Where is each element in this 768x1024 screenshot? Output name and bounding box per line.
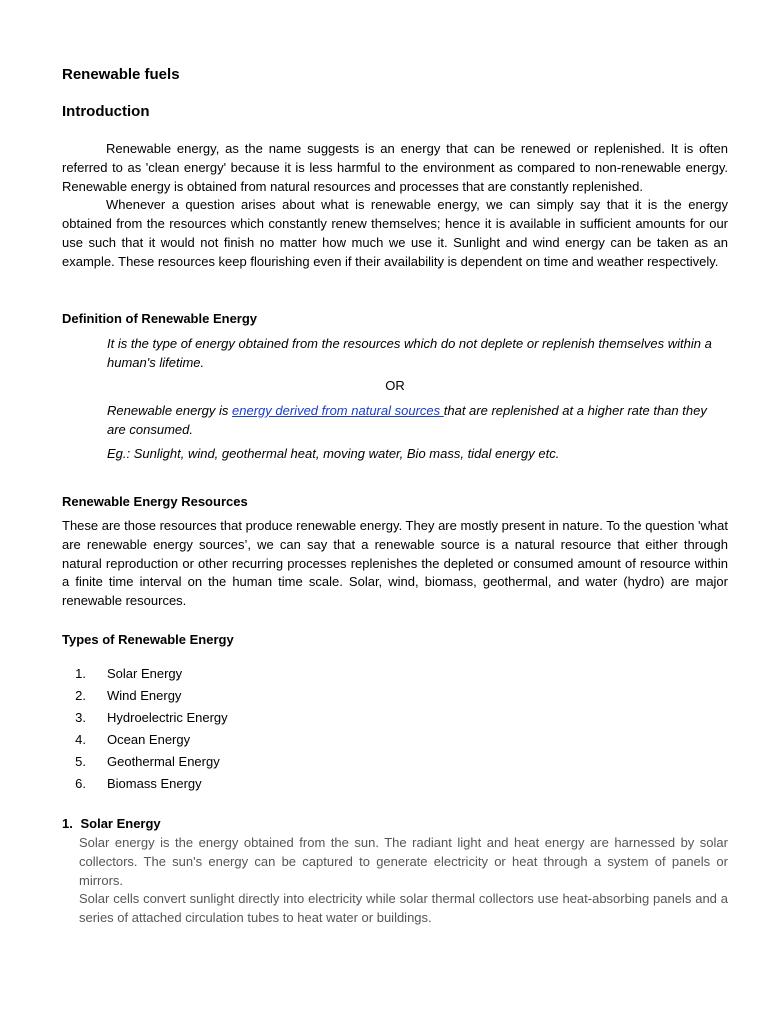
introduction-heading: Introduction: [62, 103, 150, 120]
definition-2: [107, 402, 727, 440]
intro-paragraph-1: Renewable energy, as the name suggests is an energy that can be renewed or replenished. It is often referred to as 'clean energy' because it is less harmful to the environment as compared to non-renewable energy. Renewable energy is obtained from natural resources and processes that are constantly replenished.: [62, 141, 728, 194]
resources-heading: Renewable Energy Resources: [62, 494, 248, 509]
list-item: 4. Ocean Energy: [75, 732, 191, 747]
types-heading: Types of Renewable Energy: [62, 632, 234, 647]
definition-heading: Definition of Renewable Energy: [62, 311, 258, 326]
introduction-section: [62, 140, 728, 272]
list-item: 2. Wind Energy: [75, 688, 182, 703]
solar-paragraph-2: Solar cells convert sunlight directly into electricity while solar thermal collectors use heat-absorbing panels and a series of attached circulation tubes to heat water or buildings.: [79, 891, 728, 926]
list-item: 3. Hydroelectric Energy: [75, 710, 228, 725]
solar-section: [79, 834, 728, 928]
types-list: [62, 663, 462, 795]
natural-sources-link[interactable]: energy derived from natural sources: [232, 403, 444, 418]
definition-1: It is the type of energy obtained from the resources which do not deplete or replenish themselves within a human's lifetime.: [107, 336, 712, 370]
solar-paragraph-1: Solar energy is the energy obtained from the sun. The radiant light and heat energy are harnessed by solar collectors. The sun's energy can be captured to generate electricity or heat through a system of panels or mirrors.: [79, 835, 728, 888]
list-item: 5. Geothermal Energy: [75, 754, 220, 769]
resources-paragraph: These are those resources that produce renewable energy. They are mostly present in nature. To the question 'what are renewable energy sources’, we can say that a renewable source is a natural resource that either through natural reproduction or other recurring processes replenishes the depleted or consumed amount of resource within a finite time interval on the human time scale. Solar, wind, biomass, geothermal, and water (hydro) are major renewable resources.: [62, 518, 728, 609]
document-title: Renewable fuels: [62, 66, 180, 83]
intro-paragraph-2: Whenever a question arises about what is renewable energy, we can simply say that it is the energy obtained from the resources which constantly renew themselves; hence it is available in sufficient amounts for our use such that it would not finish no matter how much we use it. Sunlight and wind energy can be taken as an example. These resources keep flourishing even if their availability is dependent on time and weather respectively.: [62, 197, 728, 269]
definition-2-prefix: Renewable energy is: [107, 403, 233, 418]
examples-line: Eg.: Sunlight, wind, geothermal heat, moving water, Bio mass, tidal energy etc.: [107, 446, 560, 461]
solar-heading-number: 1.: [62, 816, 73, 831]
or-separator: OR: [385, 378, 405, 393]
list-item: 6. Biomass Energy: [75, 776, 202, 791]
solar-heading: [62, 816, 161, 831]
definition-2-suffix: that are replenished at a higher rate than they are consumed.: [107, 403, 707, 437]
list-item: 1. Solar Energy: [75, 666, 183, 681]
solar-heading-label: Solar Energy: [80, 816, 161, 831]
